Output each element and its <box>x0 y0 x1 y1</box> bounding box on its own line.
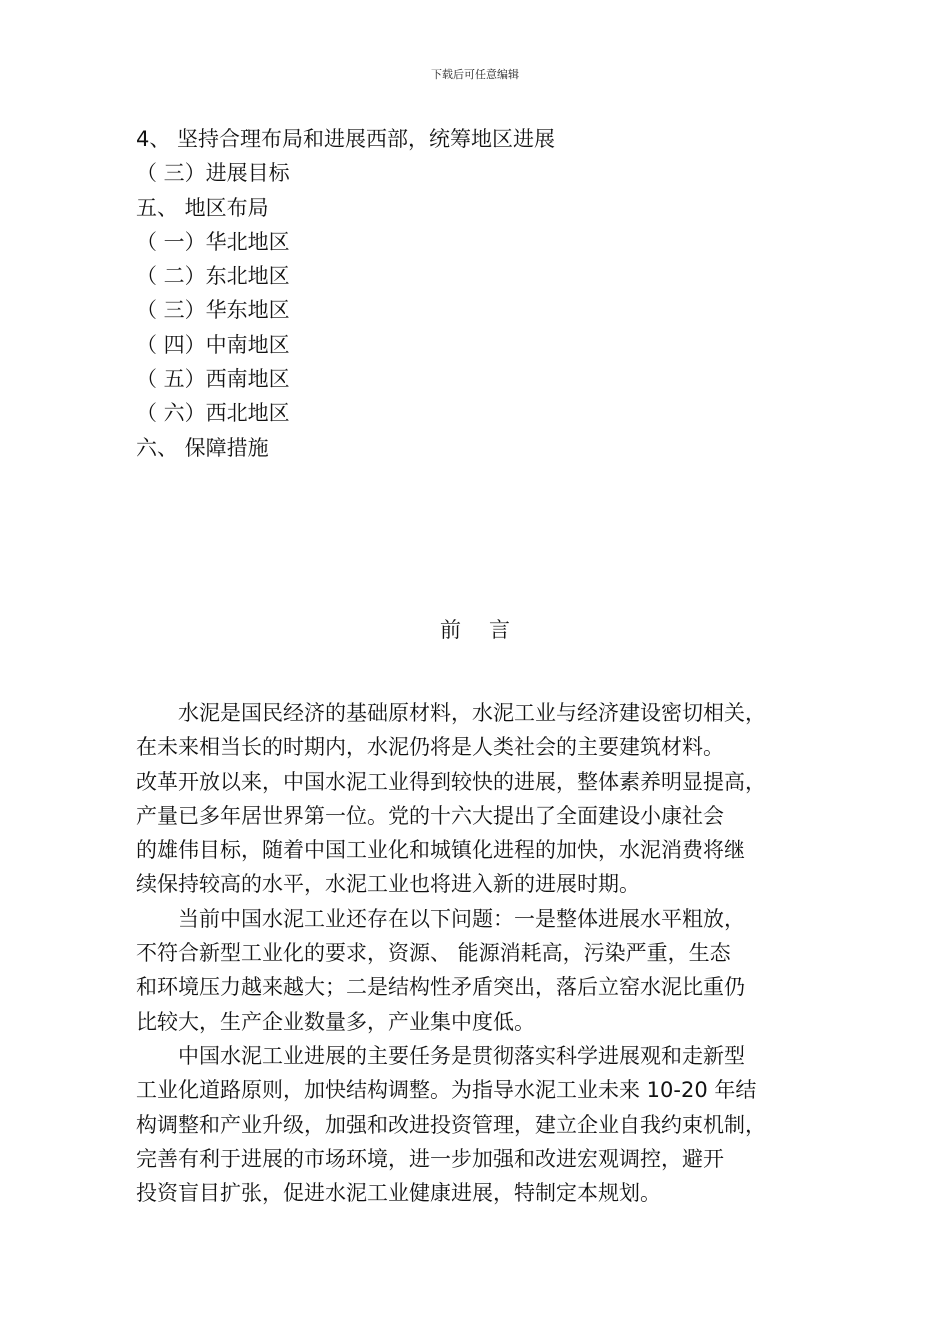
header-note: 下载后可任意编辑 <box>431 68 519 81</box>
body-line: 比较大，生产企业数量多，产业集中度低。 <box>136 1009 535 1034</box>
toc-item: 六、 保障措施 <box>136 435 269 460</box>
body-line: 水泥是国民经济的基础原材料，水泥工业与经济建设密切相关， <box>136 701 766 725</box>
body-line: 在未来相当长的时期内，水泥仍将是人类社会的主要建筑材料。 <box>136 735 724 760</box>
body-line: 的雄伟目标，随着中国工业化和城镇化进程的加快，水泥消费将继 <box>136 838 745 863</box>
body-line: 工业化道路原则，加快结构调整。为指导水泥工业未来 10-20 年结 <box>136 1078 757 1103</box>
preface-title: 前言 <box>440 618 538 642</box>
toc-item: （ 二）东北地区 <box>136 264 290 289</box>
toc-item: （ 五）西南地区 <box>136 367 290 392</box>
toc-item: （ 六）西北地区 <box>136 401 290 426</box>
toc-item: 4、 坚持合理布局和进展西部，统筹地区进展 <box>136 127 556 151</box>
body-line: 和环境压力越来越大；二是结构性矛盾突出，落后立窑水泥比重仍 <box>136 975 745 1000</box>
toc-item: （ 三）进展目标 <box>136 161 290 186</box>
body-line: 产量已多年居世界第一位。党的十六大提出了全面建设小康社会 <box>136 803 724 828</box>
body-line: 中国水泥工业进展的主要任务是贯彻落实科学进展观和走新型 <box>136 1043 745 1068</box>
body-line: 不符合新型工业化的要求，资源、 能源消耗高，污染严重，生态 <box>136 941 731 966</box>
toc-item: （ 三）华东地区 <box>136 298 290 323</box>
table-of-contents <box>136 122 555 465</box>
body-line: 当前中国水泥工业还存在以下问题：一是整体进展水平粗放， <box>136 906 745 931</box>
preface-body <box>136 696 826 1210</box>
body-line: 改革开放以来，中国水泥工业得到较快的进展，整体素养明显提高， <box>136 769 766 794</box>
body-line: 构调整和产业升级，加强和改进投资管理，建立企业自我约束机制， <box>136 1112 766 1137</box>
toc-item: （ 四）中南地区 <box>136 332 290 357</box>
toc-item: （ 一）华北地区 <box>136 229 290 254</box>
toc-item: 五、 地区布局 <box>136 195 269 220</box>
body-line: 投资盲目扩张，促进水泥工业健康进展，特制定本规划。 <box>136 1181 661 1206</box>
body-line: 续保持较高的水平，水泥工业也将进入新的进展时期。 <box>136 872 640 897</box>
body-line: 完善有利于进展的市场环境，进一步加强和改进宏观调控，避开 <box>136 1146 724 1171</box>
